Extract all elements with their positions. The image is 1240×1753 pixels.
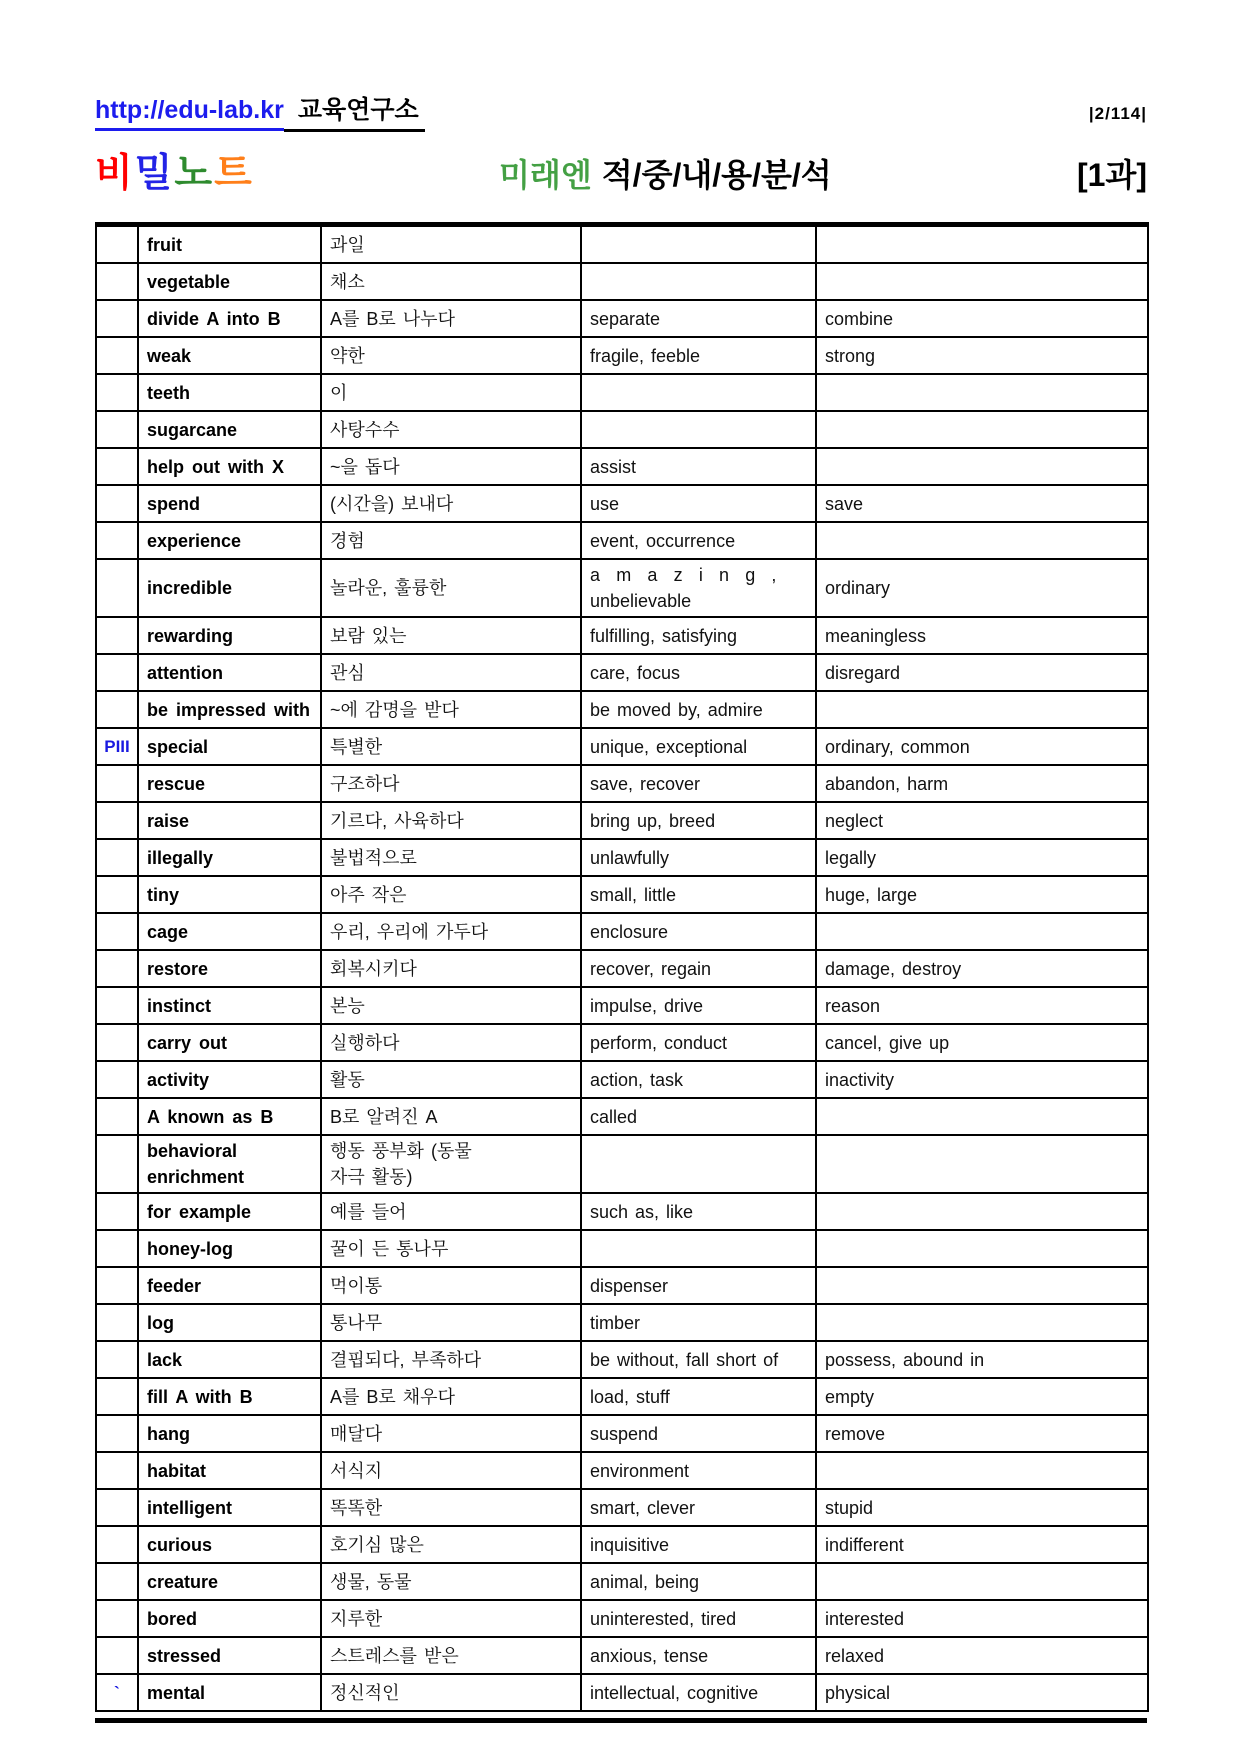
site-line (95, 90, 425, 132)
vocab-table-body (96, 225, 1148, 1712)
cell-syn: save, recover (581, 765, 816, 802)
cell-ant: stupid (816, 1489, 1148, 1526)
header-main (95, 142, 1147, 198)
document-page (95, 0, 1147, 1723)
cell-syn: unique, exceptional (581, 728, 816, 765)
table-row (96, 691, 1148, 728)
cell-word: be impressed with (138, 691, 321, 728)
cell-ant: empty (816, 1378, 1148, 1415)
cell-syn: dispenser (581, 1267, 816, 1304)
cell-kr: 약한 (321, 337, 581, 374)
cell-kr: 예를 들어 (321, 1193, 581, 1230)
cell-kr: A를 B로 나누다 (321, 300, 581, 337)
cell-syn: be without, fall short of (581, 1341, 816, 1378)
cell-word: teeth (138, 374, 321, 411)
cell-marker (96, 263, 138, 300)
cell-ant (816, 1267, 1148, 1304)
cell-ant (816, 1452, 1148, 1489)
cell-marker (96, 1452, 138, 1489)
table-row (96, 802, 1148, 839)
cell-word: vegetable (138, 263, 321, 300)
cell-syn: fulfilling, satisfying (581, 617, 816, 654)
cell-word: lack (138, 1341, 321, 1378)
cell-syn (581, 411, 816, 448)
cell-ant (816, 1563, 1148, 1600)
cell-kr: 이 (321, 374, 581, 411)
cell-word: behavioral enrichment (138, 1135, 321, 1193)
table-row (96, 448, 1148, 485)
table-row (96, 1267, 1148, 1304)
cell-kr: 활동 (321, 1061, 581, 1098)
table-row (96, 1135, 1148, 1193)
cell-syn: be moved by, admire (581, 691, 816, 728)
cell-kr: (시간을) 보내다 (321, 485, 581, 522)
title-brand: 미래엔 (499, 157, 592, 193)
cell-kr: 정신적인 (321, 1674, 581, 1711)
table-row (96, 1674, 1148, 1711)
cell-word: instinct (138, 987, 321, 1024)
table-row (96, 263, 1148, 300)
cell-syn: impulse, drive (581, 987, 816, 1024)
cell-syn: timber (581, 1304, 816, 1341)
table-row (96, 337, 1148, 374)
cell-kr: 회복시키다 (321, 950, 581, 987)
cell-ant: disregard (816, 654, 1148, 691)
cell-syn: amazing, unbelievable (581, 559, 816, 617)
site-org: 교육연구소 (284, 90, 425, 132)
table-row (96, 1526, 1148, 1563)
cell-marker (96, 1135, 138, 1193)
cell-word: attention (138, 654, 321, 691)
cell-ant: indifferent (816, 1526, 1148, 1563)
cell-marker (96, 913, 138, 950)
cell-marker (96, 654, 138, 691)
cell-word: log (138, 1304, 321, 1341)
cell-kr: A를 B로 채우다 (321, 1378, 581, 1415)
table-row (96, 1452, 1148, 1489)
table-row (96, 1415, 1148, 1452)
cell-ant: ordinary (816, 559, 1148, 617)
cell-syn: load, stuff (581, 1378, 816, 1415)
table-row (96, 1098, 1148, 1135)
cell-ant: relaxed (816, 1637, 1148, 1674)
cell-kr: 구조하다 (321, 765, 581, 802)
cell-word: activity (138, 1061, 321, 1098)
cell-kr: 지루한 (321, 1600, 581, 1637)
cell-syn: separate (581, 300, 816, 337)
title-main: 적/중/내/용/분/석 (601, 157, 832, 193)
cell-ant: damage, destroy (816, 950, 1148, 987)
cell-marker (96, 950, 138, 987)
cell-kr: 꿀이 든 통나무 (321, 1230, 581, 1267)
cell-ant (816, 522, 1148, 559)
cell-syn: bring up, breed (581, 802, 816, 839)
cell-kr: 스트레스를 받은 (321, 1637, 581, 1674)
cell-word: carry out (138, 1024, 321, 1061)
site-url[interactable]: http://edu-lab.kr (95, 96, 284, 131)
cell-kr: 놀라운, 훌륭한 (321, 559, 581, 617)
cell-marker: PIII (96, 728, 138, 765)
cell-marker (96, 1600, 138, 1637)
table-row (96, 485, 1148, 522)
cell-word: tiny (138, 876, 321, 913)
cell-word: bored (138, 1600, 321, 1637)
cell-syn: suspend (581, 1415, 816, 1452)
doc-title (499, 150, 832, 196)
cell-word: raise (138, 802, 321, 839)
cell-ant: physical (816, 1674, 1148, 1711)
cell-marker (96, 522, 138, 559)
cell-word: special (138, 728, 321, 765)
cell-syn: animal, being (581, 1563, 816, 1600)
cell-marker (96, 485, 138, 522)
cell-marker (96, 225, 138, 264)
cell-ant: ordinary, common (816, 728, 1148, 765)
cell-marker (96, 1304, 138, 1341)
cell-kr: 과일 (321, 225, 581, 264)
cell-marker (96, 559, 138, 617)
cell-word: illegally (138, 839, 321, 876)
cell-word: experience (138, 522, 321, 559)
cell-word: incredible (138, 559, 321, 617)
cell-word: weak (138, 337, 321, 374)
table-row (96, 1061, 1148, 1098)
cell-word: feeder (138, 1267, 321, 1304)
cell-word: creature (138, 1563, 321, 1600)
cell-ant: neglect (816, 802, 1148, 839)
cell-marker (96, 1024, 138, 1061)
cell-marker (96, 617, 138, 654)
cell-word: fruit (138, 225, 321, 264)
cell-ant: reason (816, 987, 1148, 1024)
cell-marker (96, 1489, 138, 1526)
cell-ant: abandon, harm (816, 765, 1148, 802)
cell-marker (96, 337, 138, 374)
cell-syn: recover, regain (581, 950, 816, 987)
vocab-table (95, 222, 1149, 1712)
cell-marker (96, 374, 138, 411)
cell-ant: huge, large (816, 876, 1148, 913)
cell-syn: enclosure (581, 913, 816, 950)
table-row (96, 1230, 1148, 1267)
table-row (96, 1489, 1148, 1526)
cell-kr: 채소 (321, 263, 581, 300)
cell-marker: ` (96, 1674, 138, 1711)
cell-syn: perform, conduct (581, 1024, 816, 1061)
cell-syn: use (581, 485, 816, 522)
cell-marker (96, 1098, 138, 1135)
cell-marker (96, 765, 138, 802)
cell-word: rewarding (138, 617, 321, 654)
cell-kr: 보람 있는 (321, 617, 581, 654)
cell-marker (96, 1415, 138, 1452)
cell-kr: 똑똑한 (321, 1489, 581, 1526)
table-row (96, 987, 1148, 1024)
table-row (96, 374, 1148, 411)
cell-kr: 아주 작은 (321, 876, 581, 913)
cell-marker (96, 1341, 138, 1378)
cell-kr: 통나무 (321, 1304, 581, 1341)
table-row (96, 1600, 1148, 1637)
table-row (96, 1563, 1148, 1600)
cell-syn (581, 1135, 816, 1193)
cell-kr: 우리, 우리에 가두다 (321, 913, 581, 950)
cell-syn: small, little (581, 876, 816, 913)
table-row (96, 876, 1148, 913)
cell-marker (96, 1267, 138, 1304)
cell-ant: cancel, give up (816, 1024, 1148, 1061)
cell-word: rescue (138, 765, 321, 802)
cell-syn (581, 225, 816, 264)
table-row (96, 765, 1148, 802)
cell-kr: ~을 돕다 (321, 448, 581, 485)
logo-letter: 노 (174, 152, 215, 195)
cell-marker (96, 1378, 138, 1415)
cell-syn: action, task (581, 1061, 816, 1098)
table-row (96, 1024, 1148, 1061)
cell-marker (96, 987, 138, 1024)
cell-syn: event, occurrence (581, 522, 816, 559)
cell-word: mental (138, 1674, 321, 1711)
cell-ant (816, 374, 1148, 411)
cell-marker (96, 1061, 138, 1098)
cell-ant: legally (816, 839, 1148, 876)
cell-syn: smart, clever (581, 1489, 816, 1526)
cell-syn: such as, like (581, 1193, 816, 1230)
cell-syn: care, focus (581, 654, 816, 691)
cell-kr: 생물, 동물 (321, 1563, 581, 1600)
table-row (96, 300, 1148, 337)
cell-ant (816, 1193, 1148, 1230)
cell-kr: 먹이통 (321, 1267, 581, 1304)
cell-ant: possess, abound in (816, 1341, 1148, 1378)
cell-syn: unlawfully (581, 839, 816, 876)
cell-marker (96, 1563, 138, 1600)
cell-syn: fragile, feeble (581, 337, 816, 374)
cell-marker (96, 1637, 138, 1674)
table-row (96, 913, 1148, 950)
cell-kr: 행동 풍부화 (동물 자극 활동) (321, 1135, 581, 1193)
cell-syn (581, 1230, 816, 1267)
cell-word: stressed (138, 1637, 321, 1674)
cell-kr: 특별한 (321, 728, 581, 765)
cell-marker (96, 448, 138, 485)
cell-ant (816, 411, 1148, 448)
table-row (96, 654, 1148, 691)
cell-word: restore (138, 950, 321, 987)
cell-syn (581, 374, 816, 411)
table-row (96, 225, 1148, 264)
cell-marker (96, 1230, 138, 1267)
cell-marker (96, 876, 138, 913)
cell-word: habitat (138, 1452, 321, 1489)
cell-word: fill A with B (138, 1378, 321, 1415)
cell-kr: 본능 (321, 987, 581, 1024)
table-row (96, 617, 1148, 654)
cell-marker (96, 1193, 138, 1230)
cell-syn: environment (581, 1452, 816, 1489)
table-row (96, 1193, 1148, 1230)
cell-ant: combine (816, 300, 1148, 337)
cell-syn: called (581, 1098, 816, 1135)
cell-word: curious (138, 1526, 321, 1563)
bottom-rule (95, 1718, 1147, 1723)
cell-word: hang (138, 1415, 321, 1452)
cell-ant: strong (816, 337, 1148, 374)
cell-kr: 결핍되다, 부족하다 (321, 1341, 581, 1378)
table-row (96, 559, 1148, 617)
cell-kr: B로 알려진 A (321, 1098, 581, 1135)
table-row (96, 839, 1148, 876)
logo-letter: 트 (214, 152, 254, 195)
cell-marker (96, 1526, 138, 1563)
cell-ant (816, 1230, 1148, 1267)
logo-letter: 밀 (134, 152, 175, 195)
secret-note-logo (95, 142, 254, 198)
cell-ant: inactivity (816, 1061, 1148, 1098)
cell-ant (816, 1135, 1148, 1193)
cell-marker (96, 691, 138, 728)
cell-kr: 매달다 (321, 1415, 581, 1452)
cell-ant (816, 1098, 1148, 1135)
cell-ant (816, 448, 1148, 485)
page-header (95, 90, 1147, 198)
lesson-label: [1과] (1076, 157, 1147, 193)
cell-ant (816, 913, 1148, 950)
cell-ant: save (816, 485, 1148, 522)
cell-syn (581, 263, 816, 300)
cell-kr: 관심 (321, 654, 581, 691)
cell-kr: 사탕수수 (321, 411, 581, 448)
cell-word: honey-log (138, 1230, 321, 1267)
cell-word: spend (138, 485, 321, 522)
table-row (96, 1378, 1148, 1415)
cell-ant: remove (816, 1415, 1148, 1452)
cell-kr: 실행하다 (321, 1024, 581, 1061)
cell-ant (816, 225, 1148, 264)
table-row (96, 522, 1148, 559)
table-row (96, 1341, 1148, 1378)
cell-word: divide A into B (138, 300, 321, 337)
cell-syn: assist (581, 448, 816, 485)
cell-word: sugarcane (138, 411, 321, 448)
cell-kr: 불법적으로 (321, 839, 581, 876)
cell-marker (96, 300, 138, 337)
cell-kr: 서식지 (321, 1452, 581, 1489)
page-indicator: |2/114| (1088, 104, 1147, 123)
cell-kr: 기르다, 사육하다 (321, 802, 581, 839)
cell-syn: intellectual, cognitive (581, 1674, 816, 1711)
cell-syn: uninterested, tired (581, 1600, 816, 1637)
cell-kr: 호기심 많은 (321, 1526, 581, 1563)
header-top (95, 90, 1147, 132)
cell-kr: ~에 감명을 받다 (321, 691, 581, 728)
cell-word: A known as B (138, 1098, 321, 1135)
cell-kr: 경험 (321, 522, 581, 559)
table-row (96, 411, 1148, 448)
cell-ant (816, 691, 1148, 728)
logo-letter: 비 (95, 152, 135, 195)
cell-ant (816, 1304, 1148, 1341)
cell-word: intelligent (138, 1489, 321, 1526)
cell-word: help out with X (138, 448, 321, 485)
cell-ant: interested (816, 1600, 1148, 1637)
cell-marker (96, 802, 138, 839)
cell-syn: anxious, tense (581, 1637, 816, 1674)
cell-marker (96, 839, 138, 876)
cell-word: for example (138, 1193, 321, 1230)
table-row (96, 1304, 1148, 1341)
cell-ant: meaningless (816, 617, 1148, 654)
table-row (96, 950, 1148, 987)
cell-ant (816, 263, 1148, 300)
cell-syn: inquisitive (581, 1526, 816, 1563)
cell-word: cage (138, 913, 321, 950)
table-row (96, 728, 1148, 765)
table-row (96, 1637, 1148, 1674)
cell-marker (96, 411, 138, 448)
